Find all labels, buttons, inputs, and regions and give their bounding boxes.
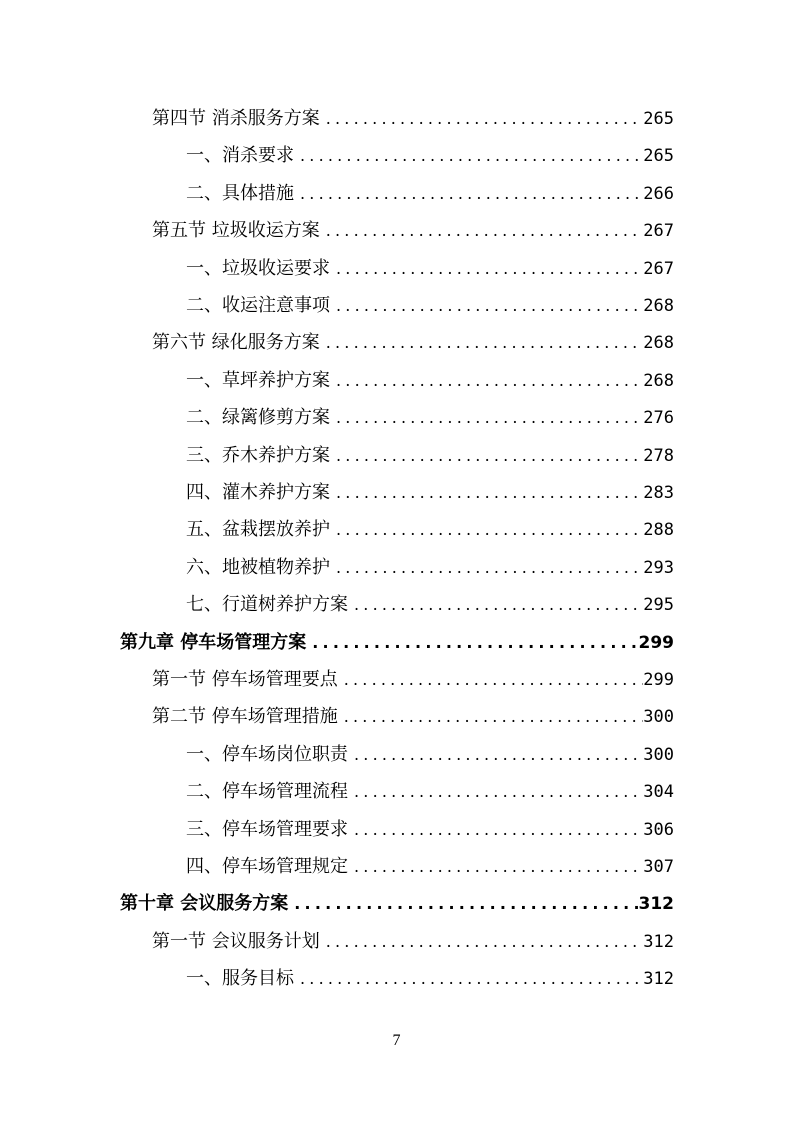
toc-entry-title: 第十章 会议服务方案 xyxy=(120,893,289,915)
toc-entry-title: 四、停车场管理规定 xyxy=(186,856,348,877)
toc-entry-item xyxy=(186,368,674,394)
toc-entry-page: 276 xyxy=(643,408,674,429)
dot-leader xyxy=(320,929,644,955)
toc-entry-page: 267 xyxy=(643,258,674,279)
dot-leader xyxy=(330,405,643,431)
dot-leader xyxy=(348,779,643,805)
toc-entry-section xyxy=(152,929,674,955)
toc-entry-title: 一、草坪养护方案 xyxy=(186,369,330,391)
toc-entry-item xyxy=(186,405,674,431)
toc-entry-page: 268 xyxy=(643,333,674,354)
dot-leader xyxy=(288,891,638,917)
toc-entry-page: 278 xyxy=(643,445,674,466)
toc-entry-page: 268 xyxy=(643,296,674,316)
dot-leader xyxy=(348,592,643,618)
toc-entry-title: 第四节 消杀服务方案 xyxy=(152,108,320,129)
toc-entry-title: 一、垃圾收运要求 xyxy=(186,257,330,279)
toc-entry-title: 二、具体措施 xyxy=(186,182,294,204)
toc-entry-title: 六、地被植物养护 xyxy=(186,556,330,578)
toc-entry-page: 312 xyxy=(643,931,674,952)
toc-entry-page: 299 xyxy=(638,632,674,653)
toc-entry-section xyxy=(152,218,674,244)
toc-entry-page: 283 xyxy=(643,483,674,503)
toc-entry-title: 第一节 会议服务计划 xyxy=(152,930,320,952)
dot-leader xyxy=(338,704,644,730)
dot-leader xyxy=(330,368,643,394)
toc-entry-page: 265 xyxy=(643,146,674,167)
toc-entry-page: 299 xyxy=(643,670,674,690)
dot-leader xyxy=(294,966,643,992)
toc-entry-item xyxy=(186,817,674,843)
toc-entry-item xyxy=(186,779,674,805)
dot-leader xyxy=(320,106,644,132)
toc-entry-title: 一、消杀要求 xyxy=(186,145,294,167)
toc-entry-title: 二、收运注意事项 xyxy=(186,295,330,316)
dot-leader xyxy=(306,630,638,656)
dot-leader xyxy=(338,667,644,693)
dot-leader xyxy=(294,181,643,207)
toc-entry-page: 268 xyxy=(643,370,674,391)
dot-leader xyxy=(330,480,643,506)
toc-entry-title: 七、行道树养护方案 xyxy=(186,594,348,616)
dot-leader xyxy=(320,330,644,356)
toc-entry-page: 307 xyxy=(643,857,674,877)
toc-entry-page: 295 xyxy=(643,595,674,616)
toc-entry-title: 一、停车场岗位职责 xyxy=(186,743,348,765)
toc-entry-page: 312 xyxy=(638,894,674,915)
toc-entry-item xyxy=(186,517,674,543)
toc-entry-title: 二、绿篱修剪方案 xyxy=(186,407,330,429)
toc-entry-item xyxy=(186,966,674,992)
toc-entry-item xyxy=(186,443,674,469)
toc-entry-item xyxy=(186,480,674,506)
dot-leader xyxy=(330,293,643,319)
toc-entry-title: 第六节 绿化服务方案 xyxy=(152,332,320,354)
toc-entry-title: 二、停车场管理流程 xyxy=(186,781,348,803)
dot-leader xyxy=(330,517,643,543)
toc-entry-section xyxy=(152,330,674,356)
toc-entry-page: 312 xyxy=(643,969,674,990)
toc-entry-title: 第二节 停车场管理措施 xyxy=(152,706,338,728)
toc-entry-title: 四、灌木养护方案 xyxy=(186,482,330,503)
dot-leader xyxy=(330,256,643,282)
toc-entry-page: 266 xyxy=(643,183,674,204)
toc-entry-item xyxy=(186,592,674,618)
toc-entry-page: 300 xyxy=(643,707,674,728)
toc-entry-title: 第一节 停车场管理要点 xyxy=(152,669,338,690)
dot-leader xyxy=(320,218,644,244)
toc-entry-title: 第五节 垃圾收运方案 xyxy=(152,220,320,242)
dot-leader xyxy=(348,742,643,768)
toc-entry-section xyxy=(152,704,674,730)
dot-leader xyxy=(348,817,643,843)
toc-entry-page: 306 xyxy=(643,819,674,840)
toc-entry-page: 288 xyxy=(643,520,674,541)
dot-leader xyxy=(330,443,643,469)
toc-entry-title: 三、乔木养护方案 xyxy=(186,444,330,466)
toc-entry-title: 三、停车场管理要求 xyxy=(186,818,348,840)
toc-entry-title: 一、服务目标 xyxy=(186,968,294,990)
toc-entry-section xyxy=(152,106,674,132)
toc-entry-item xyxy=(186,854,674,880)
toc-entry-section xyxy=(152,667,674,693)
toc-entry-item xyxy=(186,181,674,207)
dot-leader xyxy=(294,143,643,169)
toc-entry-title: 五、盆栽摆放养护 xyxy=(186,519,330,541)
toc-entry-chapter xyxy=(120,891,674,917)
toc-entry-chapter xyxy=(120,630,674,656)
toc-entry-title: 第九章 停车场管理方案 xyxy=(120,631,307,653)
toc-entry-page: 267 xyxy=(643,221,674,242)
toc-entry-page: 304 xyxy=(643,782,674,803)
dot-leader xyxy=(330,555,643,581)
toc-entry-page: 300 xyxy=(643,744,674,765)
toc-entry-item xyxy=(186,293,674,319)
dot-leader xyxy=(348,854,643,880)
toc-entry-item xyxy=(186,143,674,169)
toc-entry-page: 265 xyxy=(643,109,674,129)
toc-entry-item xyxy=(186,256,674,282)
toc-entry-page: 293 xyxy=(643,557,674,578)
toc-entry-item xyxy=(186,555,674,581)
toc-entry-item xyxy=(186,742,674,768)
page-number: 7 xyxy=(392,1032,401,1049)
